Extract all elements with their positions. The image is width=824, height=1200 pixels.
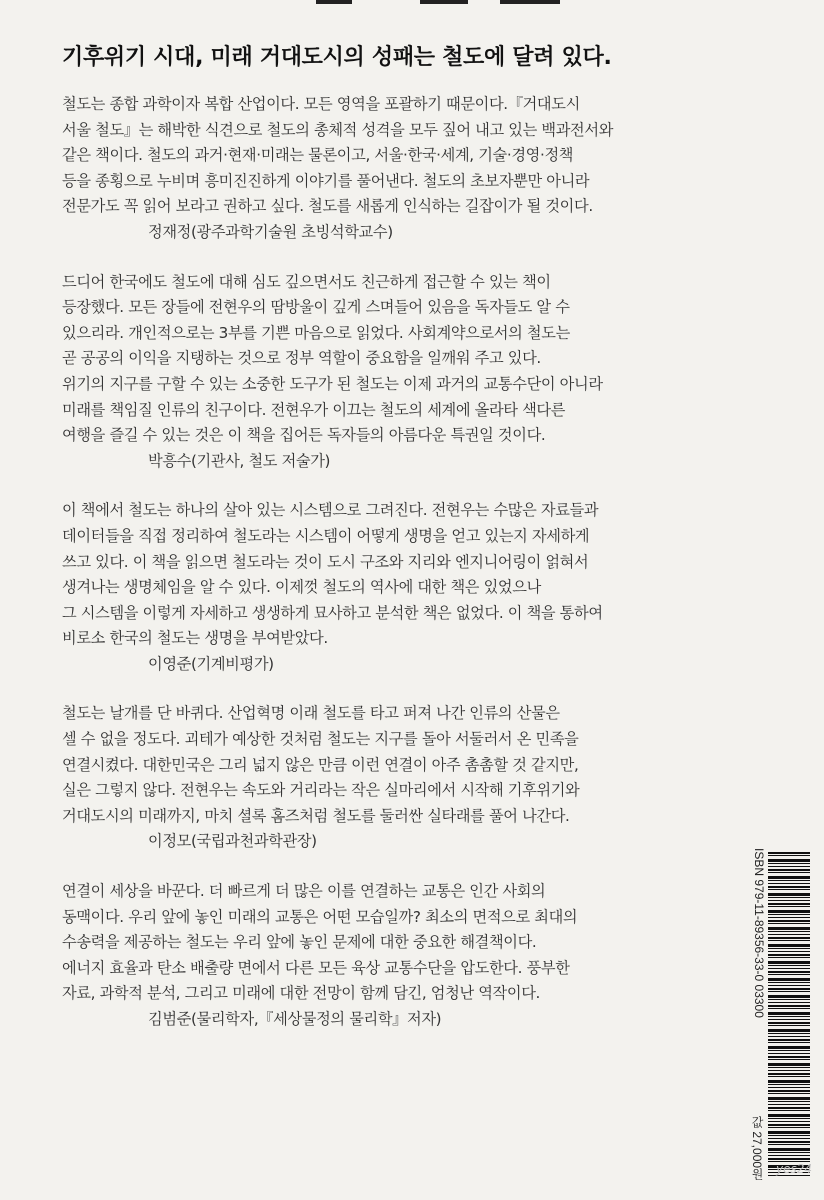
review-block [62, 879, 692, 1033]
isbn-number: ISBN 979-11-89356-33-0 03300 [752, 848, 766, 1018]
review-line: 생겨나는 생명체임을 알 수 있다. 이제껏 철도의 역사에 대한 책은 있었으나 [62, 578, 541, 597]
barcode-text [744, 848, 766, 1180]
headline: 기후위기 시대, 미래 거대도시의 성패는 철도에 달려 있다. [62, 45, 612, 70]
reviews-section [62, 92, 692, 1057]
review-author: 김범준(물리학자,『세상물정의 물리학』저자) [148, 1010, 442, 1028]
review-line: 등장했다. 모든 장들에 전현우의 땀방울이 깊게 스며들어 있음을 독자들도 알 수 [62, 298, 570, 317]
review-line: 등을 종횡으로 누비며 흥미진진하게 이야기를 풀어낸다. 철도의 초보자뿐만 아니라 [62, 171, 590, 190]
review-line: 쓰고 있다. 이 책을 읽으면 철도라는 것이 도시 구조와 지리와 엔지니어링이 얽혀서 [62, 552, 589, 571]
review-line: 비로소 한국의 철도는 생명을 부여받았다. [62, 629, 328, 648]
review-line: 같은 책이다. 철도의 과거·현재·미래는 물론이고, 서울·한국·세계, 기술·경영·정책 [62, 146, 574, 165]
review-line: 그 시스템을 이렇게 자세하고 생생하게 묘사하고 분석한 책은 없었다. 이 책을 통하여 [62, 603, 603, 622]
price-label: 값 27,000원 [750, 1115, 764, 1180]
review-block [62, 701, 692, 855]
review-line: 여행을 즐길 수 있는 것은 이 책을 집어든 독자들의 아름다운 특권일 것이다. [62, 426, 546, 445]
review-line: 연결시켰다. 대한민국은 그리 넓지 않은 만큼 이런 연결이 아주 촘촘할 것 같지만, [62, 755, 579, 774]
review-line: 있으리라. 개인적으로는 3부를 기쁜 마음으로 읽었다. 사회계약으로서의 철도는 [62, 323, 570, 342]
top-edge-mark [316, 0, 352, 4]
review-line: 이 책에서 철도는 하나의 살아 있는 시스템으로 그려진다. 전현우는 수많은 자료들과 [62, 501, 599, 520]
review-block [62, 498, 692, 677]
review-line: 셀 수 없을 정도다. 괴테가 예상한 것처럼 철도는 지구를 돌아 서둘러서 온 민족을 [62, 730, 579, 749]
review-line: 거대도시의 미래까지, 마치 셜록 홈즈처럼 철도를 둘러싼 실타래를 풀어 나간다. [62, 806, 570, 825]
review-line: 드디어 한국에도 철도에 대해 심도 깊으면서도 친근하게 접근할 수 있는 책이 [62, 272, 551, 291]
review-line: 연결이 세상을 바꾼다. 더 빠르게 더 많은 이를 연결하는 교통은 인간 사회의 [62, 882, 546, 901]
review-line: 에너지 효율과 탄소 배출량 면에서 다른 모든 육상 교통수단을 압도한다. 풍부한 [62, 958, 570, 977]
review-line: 동맥이다. 우리 앞에 놓인 미래의 교통은 어떤 모습일까? 최소의 면적으로 최대의 [62, 907, 578, 926]
review-line: 곧 공공의 이익을 지탱하는 것으로 정부 역할이 중요함을 일깨워 주고 있다. [62, 349, 541, 368]
top-edge-mark [500, 0, 560, 4]
review-line: 전문가도 꼭 읽어 보라고 권하고 싶다. 철도를 새롭게 인식하는 길잡이가 될 것이다. [62, 197, 593, 216]
top-edge-strip [0, 0, 824, 6]
isbn-barcode-area [738, 848, 814, 1180]
review-line: 서울 철도』는 해박한 식견으로 철도의 총체적 성격을 모두 짚어 내고 있는 백과전서와 [62, 120, 614, 139]
review-line: 미래를 책임질 인류의 친구이다. 전현우가 이끄는 철도의 세계에 올라타 색다른 [62, 400, 566, 419]
review-block [62, 92, 692, 246]
review-line: 수송력을 제공하는 철도는 우리 앞에 놓인 문제에 대한 중요한 해결책이다. [62, 933, 537, 952]
review-author: 이정모(국립과천과학관장) [148, 832, 317, 851]
top-edge-mark [420, 0, 468, 4]
review-author: 이영준(기계비평가) [148, 654, 274, 673]
watermark-stamp: yes24 [776, 1162, 813, 1176]
barcode-bars [768, 852, 813, 1176]
review-line: 데이터들을 직접 정리하여 철도라는 시스템이 어떻게 생명을 얻고 있는지 자세하게 [62, 526, 590, 545]
review-line: 철도는 날개를 단 바퀴다. 산업혁명 이래 철도를 타고 퍼져 나간 인류의 산물은 [62, 704, 560, 723]
review-line: 철도는 종합 과학이자 복합 산업이다. 모든 영역을 포괄하기 때문이다.『거대도시 [62, 95, 580, 113]
review-block [62, 270, 692, 475]
review-author: 정재정(광주과학기술원 초빙석학교수) [148, 222, 393, 241]
review-author: 박흥수(기관사, 철도 저술가) [148, 451, 331, 470]
review-line: 위기의 지구를 구할 수 있는 소중한 도구가 된 철도는 이제 과거의 교통수단이 아니라 [62, 374, 603, 393]
review-line: 실은 그렇지 않다. 전현우는 속도와 거리라는 작은 실마리에서 시작해 기후위기와 [62, 781, 580, 800]
review-line: 자료, 과학적 분석, 그리고 미래에 대한 전망이 함께 담긴, 엄청난 역작이다. [62, 984, 541, 1003]
